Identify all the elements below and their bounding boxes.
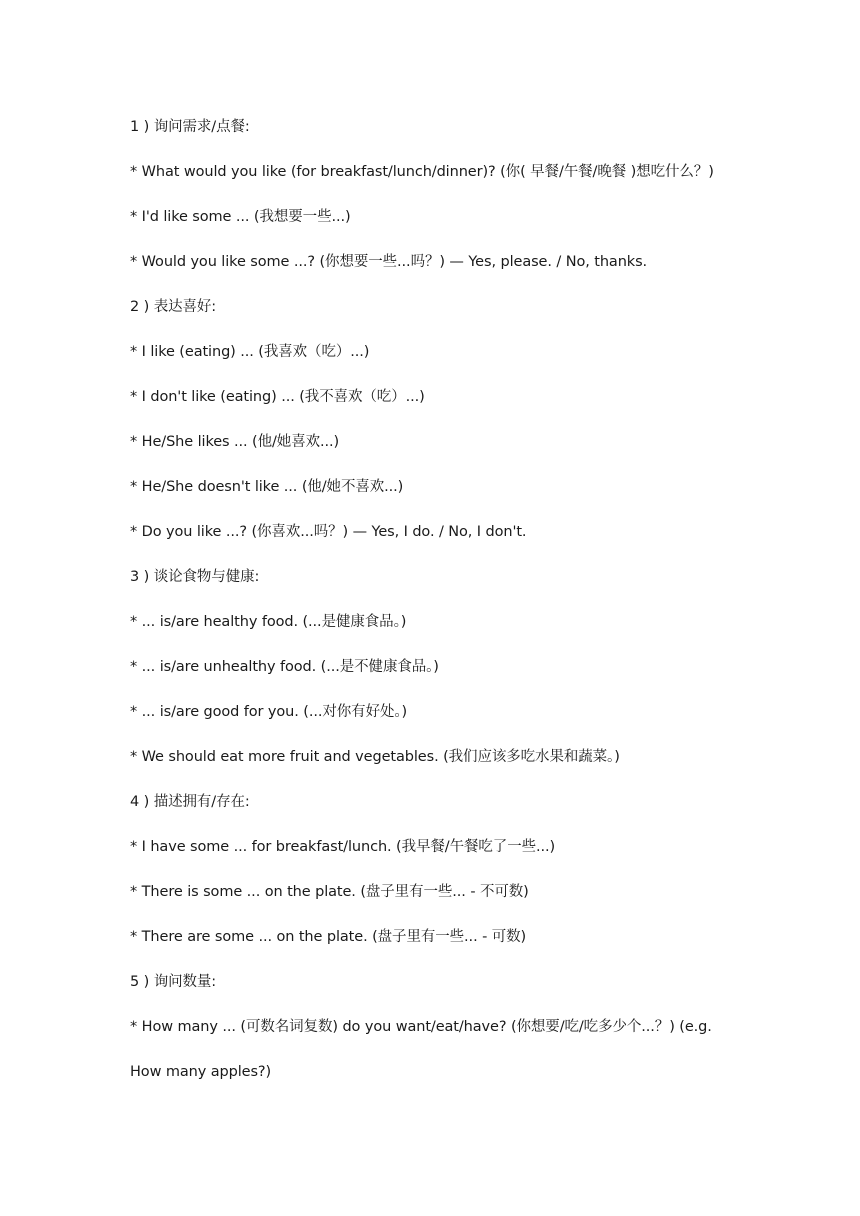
phrase-line: * ... is/are healthy food. (...是健康食品。) — [130, 614, 407, 630]
phrase-line: * I don't like (eating) ... (我不喜欢（吃）...) — [130, 389, 425, 405]
phrase-line: * ... is/are good for you. (...对你有好处。) — [130, 704, 408, 720]
section-heading-5: 5 ) 询问数量: — [130, 974, 217, 990]
phrase-line: * Do you like ...? (你喜欢...吗？) — Yes, I do. / No, I don't. — [130, 524, 527, 540]
phrase-line: * I like (eating) ... (我喜欢（吃）...) — [130, 344, 370, 360]
phrase-line: * I'd like some ... (我想要一些...) — [130, 209, 351, 225]
phrase-line-continuation: How many apples?) — [130, 1064, 272, 1080]
phrase-line: * He/She likes ... (他/她喜欢...) — [130, 434, 340, 450]
phrase-line: * How many ... (可数名词复数) do you want/eat/have? (你想要/吃/吃多少个...？) (e.g. — [130, 1019, 712, 1035]
section-heading-2: 2 ) 表达喜好: — [130, 299, 217, 315]
section-heading-3: 3 ) 谈论食物与健康: — [130, 569, 260, 585]
section-heading-4: 4 ) 描述拥有/存在: — [130, 794, 250, 810]
phrase-line: * We should eat more fruit and vegetables. (我们应该多吃水果和蔬菜。) — [130, 749, 620, 765]
phrase-line: * I have some ... for breakfast/lunch. (我早餐/午餐吃了一些...) — [130, 839, 556, 855]
phrase-line: * There is some ... on the plate. (盘子里有一些... - 不可数) — [130, 884, 529, 900]
phrase-line: * There are some ... on the plate. (盘子里有一些... - 可数) — [130, 929, 527, 945]
document-body — [130, 115, 770, 1105]
phrase-line: * He/She doesn't like ... (他/她不喜欢...) — [130, 479, 404, 495]
phrase-line: * ... is/are unhealthy food. (...是不健康食品。) — [130, 659, 439, 675]
section-heading-1: 1 ) 询问需求/点餐: — [130, 119, 250, 135]
phrase-line: * Would you like some ...? (你想要一些...吗？) — Yes, please. / No, thanks. — [130, 254, 648, 270]
phrase-line: * What would you like (for breakfast/lunch/dinner)? (你( 早餐/午餐/晚餐 )想吃什么？) — [130, 164, 714, 180]
